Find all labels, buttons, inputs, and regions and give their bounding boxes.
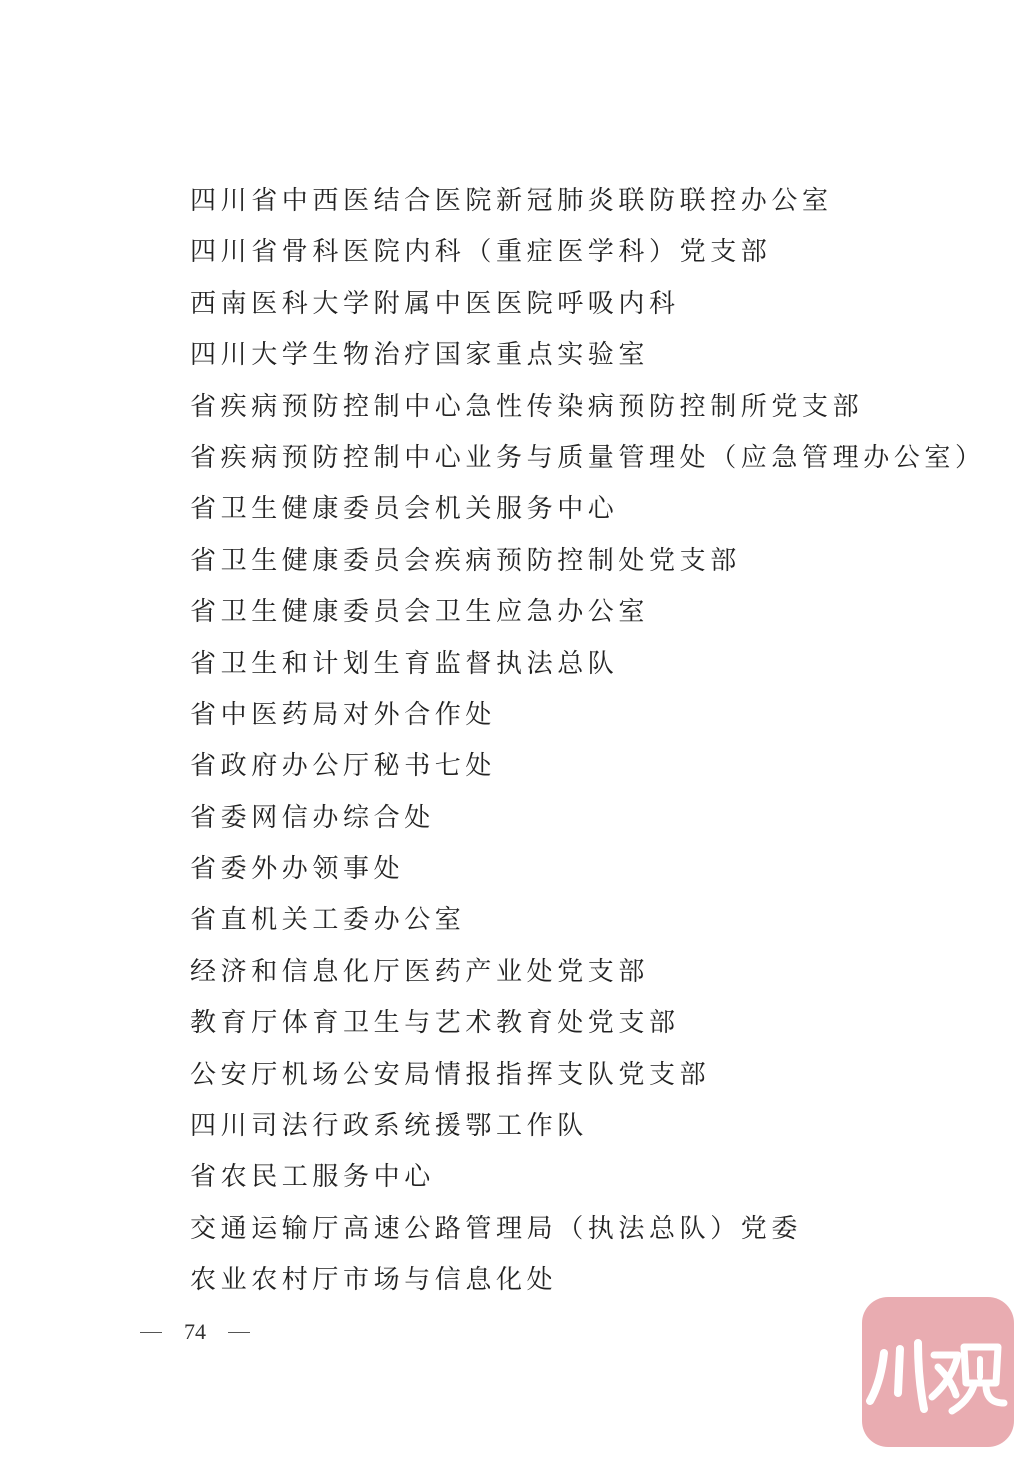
list-item: 省委外办领事处 [190, 854, 405, 885]
list-item: 经济和信息化厅医药产业处党支部 [190, 956, 650, 987]
list-item: 省卫生健康委员会疾病预防控制处党支部 [190, 545, 741, 576]
list-item: 省农民工服务中心 [190, 1162, 435, 1193]
chuanguan-logo-icon [862, 1297, 1014, 1447]
list-item: 交通运输厅高速公路管理局（执法总队）党委 [190, 1213, 803, 1244]
list-item: 教育厅体育卫生与艺术教育处党支部 [190, 1008, 680, 1039]
page-footer [140, 1316, 250, 1348]
list-item: 四川省骨科医院内科（重症医学科）党支部 [190, 237, 772, 268]
page-number: 74 [184, 1319, 206, 1344]
footer-dash-left [140, 1332, 162, 1333]
list-item: 省卫生和计划生育监督执法总队 [190, 648, 619, 679]
list-item: 农业农村厅市场与信息化处 [190, 1265, 558, 1296]
list-item: 省卫生健康委员会机关服务中心 [190, 494, 619, 525]
list-item: 省直机关工委办公室 [190, 905, 466, 936]
list-item: 省疾病预防控制中心业务与质量管理处（应急管理办公室） [190, 442, 986, 473]
list-item: 四川司法行政系统援鄂工作队 [190, 1111, 588, 1142]
unit-list [190, 176, 986, 1307]
list-item: 省卫生健康委员会卫生应急办公室 [190, 597, 650, 628]
list-item: 四川省中西医结合医院新冠肺炎联防联控办公室 [190, 186, 833, 216]
footer-dash-right [228, 1332, 250, 1333]
list-item: 省中医药局对外合作处 [190, 699, 497, 730]
list-item: 省委网信办综合处 [190, 802, 435, 833]
list-item: 省政府办公厅秘书七处 [190, 751, 497, 782]
list-item: 四川大学生物治疗国家重点实验室 [190, 340, 650, 371]
list-item: 公安厅机场公安局情报指挥支队党支部 [190, 1059, 711, 1090]
chuanguan-logo-watermark [862, 1297, 1014, 1447]
list-item: 西南医科大学附属中医医院呼吸内科 [190, 288, 680, 319]
list-item: 省疾病预防控制中心急性传染病预防控制所党支部 [190, 391, 864, 422]
